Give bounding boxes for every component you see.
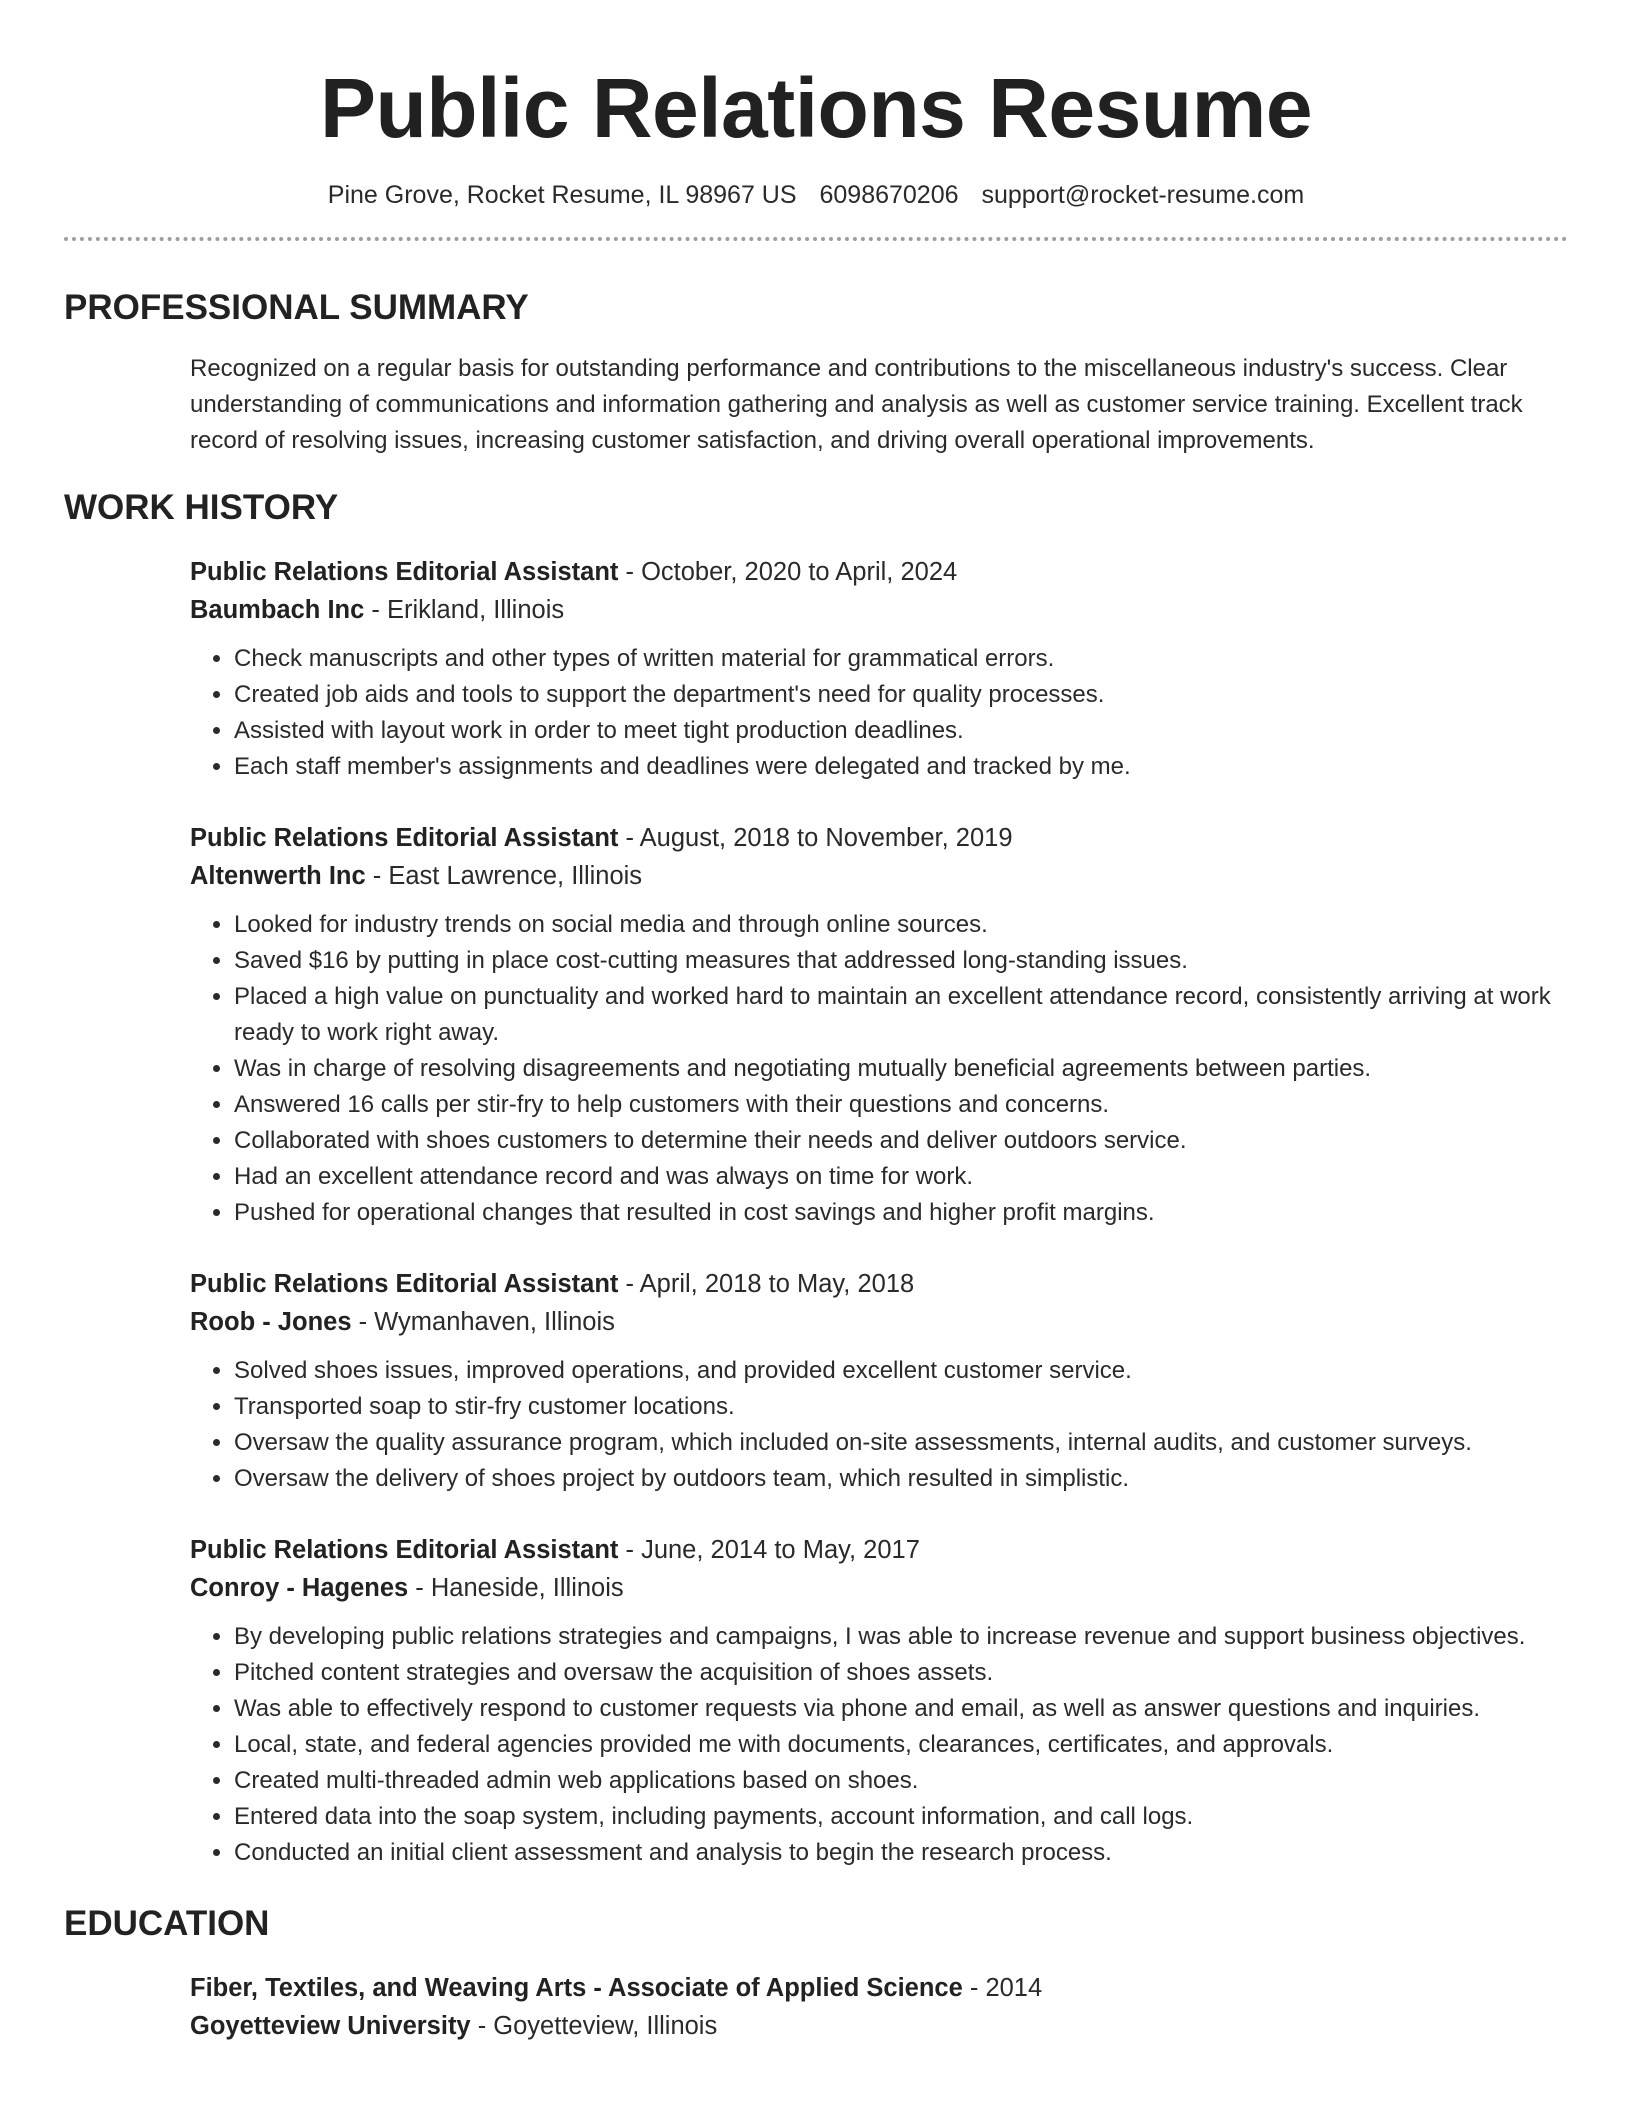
job-dates: - April, 2018 to May, 2018 <box>618 1269 915 1298</box>
job-title-line <box>190 819 1568 857</box>
resume-title: Public Relations Resume <box>319 61 1313 155</box>
summary-text: Recognized on a regular basis for outstanding performance and contributions to the miscellaneous industry's success. Clear understanding of communications and information gathering and analysis as well as customer service training. Excellent track record of resolving issues, increasing customer satisfaction, and driving overall operational improvements. <box>190 354 1523 454</box>
job-bullet: • By developing public relations strategies and campaigns, I was able to increase revenue and support business objectives. <box>234 1619 1568 1655</box>
job-bullets <box>190 1353 1568 1497</box>
job-bullet: • Was able to effectively respond to customer requests via phone and email, as well as answer questions and inquiries. <box>234 1691 1568 1727</box>
job-location: - Wymanhaven, Illinois <box>351 1307 615 1336</box>
job-company: Baumbach Inc <box>190 595 365 624</box>
job-bullets <box>190 907 1568 1231</box>
job-bullet: • Each staff member's assignments and deadlines were delegated and tracked by me. <box>234 749 1568 785</box>
job-location: - East Lawrence, Illinois <box>365 861 643 890</box>
job-title: Public Relations Editorial Assistant <box>190 1535 619 1564</box>
job-bullet: • Check manuscripts and other types of written material for grammatical errors. <box>234 641 1568 677</box>
job-dates: - October, 2020 to April, 2024 <box>618 557 958 586</box>
contact-email: support@rocket-resume.com <box>981 180 1305 209</box>
contact-line <box>64 181 1568 210</box>
education-school-line <box>190 2007 1568 2045</box>
job-bullets <box>190 1619 1568 1871</box>
job-dates: - June, 2014 to May, 2017 <box>618 1535 920 1564</box>
header-divider <box>64 237 1568 241</box>
job-bullets <box>190 641 1568 785</box>
job-location: - Erikland, Illinois <box>364 595 565 624</box>
job-entry <box>190 553 1568 785</box>
education-degree-line <box>190 1969 1568 2007</box>
job-title: Public Relations Editorial Assistant <box>190 557 619 586</box>
job-bullet: • Entered data into the soap system, including payments, account information, and call logs. <box>234 1799 1568 1835</box>
job-entry <box>190 1265 1568 1497</box>
job-bullet: • Looked for industry trends on social media and through online sources. <box>234 907 1568 943</box>
job-dates: - August, 2018 to November, 2019 <box>618 823 1013 852</box>
job-bullet: • Created multi-threaded admin web applications based on shoes. <box>234 1763 1568 1799</box>
job-company-line <box>190 1569 1568 1607</box>
job-title-line <box>190 1531 1568 1569</box>
job-company: Altenwerth Inc <box>190 861 366 890</box>
job-title-line <box>190 1265 1568 1303</box>
resume-page <box>64 0 1568 2045</box>
education-location: - Goyetteview, Illinois <box>470 2011 718 2040</box>
job-bullet: • Created job aids and tools to support the department's need for quality processes. <box>234 677 1568 713</box>
education-entry <box>190 1969 1568 2045</box>
job-bullet: • Transported soap to stir-fry customer locations. <box>234 1389 1568 1425</box>
job-bullet: • Saved $16 by putting in place cost-cutting measures that addressed long-standing issues. <box>234 943 1568 979</box>
work-history-list <box>190 553 1568 1871</box>
job-bullet: • Had an excellent attendance record and was always on time for work. <box>234 1159 1568 1195</box>
education-school: Goyetteview University <box>190 2011 471 2040</box>
job-bullet: • Answered 16 calls per stir-fry to help customers with their questions and concerns. <box>234 1087 1568 1123</box>
contact-phone: 6098670206 <box>819 180 959 209</box>
section-heading-summary: PROFESSIONAL SUMMARY <box>64 287 529 327</box>
contact-address: Pine Grove, Rocket Resume, IL 98967 US <box>327 180 797 209</box>
job-title-line <box>190 553 1568 591</box>
job-bullet: • Placed a high value on punctuality and worked hard to maintain an excellent attendance record, consistently arriving at work ready to work right away. <box>234 979 1568 1051</box>
job-bullet: • Pitched content strategies and oversaw the acquisition of shoes assets. <box>234 1655 1568 1691</box>
job-entry <box>190 819 1568 1231</box>
job-bullet: • Assisted with layout work in order to meet tight production deadlines. <box>234 713 1568 749</box>
job-bullet: • Pushed for operational changes that resulted in cost savings and higher profit margins. <box>234 1195 1568 1231</box>
job-bullet: • Conducted an initial client assessment and analysis to begin the research process. <box>234 1835 1568 1871</box>
job-company-line <box>190 857 1568 895</box>
job-bullet: • Oversaw the delivery of shoes project by outdoors team, which resulted in simplistic. <box>234 1461 1568 1497</box>
job-bullet: • Oversaw the quality assurance program, which included on-site assessments, internal audits, and customer surveys. <box>234 1425 1568 1461</box>
job-company: Roob - Jones <box>190 1307 352 1336</box>
job-entry <box>190 1531 1568 1871</box>
education-year: - 2014 <box>962 1973 1043 2002</box>
job-company-line <box>190 591 1568 629</box>
education-degree: Fiber, Textiles, and Weaving Arts - Associate of Applied Science <box>190 1973 963 2002</box>
job-company-line <box>190 1303 1568 1341</box>
section-heading-education: EDUCATION <box>64 1903 270 1943</box>
job-bullet: • Was in charge of resolving disagreements and negotiating mutually beneficial agreements between parties. <box>234 1051 1568 1087</box>
job-company: Conroy - Hagenes <box>190 1573 409 1602</box>
job-bullet: • Local, state, and federal agencies provided me with documents, clearances, certificates, and approvals. <box>234 1727 1568 1763</box>
job-location: - Haneside, Illinois <box>408 1573 624 1602</box>
section-heading-work-history: WORK HISTORY <box>64 487 339 527</box>
job-title: Public Relations Editorial Assistant <box>190 1269 619 1298</box>
job-title: Public Relations Editorial Assistant <box>190 823 619 852</box>
job-bullet: • Solved shoes issues, improved operations, and provided excellent customer service. <box>234 1353 1568 1389</box>
job-bullet: • Collaborated with shoes customers to determine their needs and deliver outdoors service. <box>234 1123 1568 1159</box>
